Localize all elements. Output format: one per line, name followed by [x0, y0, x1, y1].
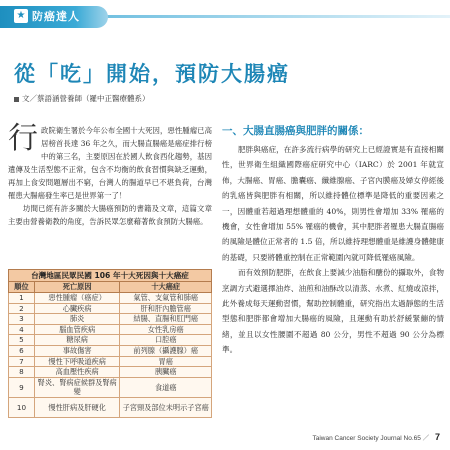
rank-cell: 8 [9, 367, 35, 378]
data-table [8, 281, 212, 418]
table-row [9, 324, 212, 335]
rank-cell: 3 [9, 314, 35, 325]
cancer-cell: 結腸、直腸和肛門癌 [120, 314, 212, 325]
death-cell: 慢性肝病及肝硬化 [34, 397, 120, 417]
page-number: 7 [434, 432, 440, 442]
table-row [9, 367, 212, 378]
cancer-cell: 前列腺（攝護腺）癌 [120, 345, 212, 356]
intro-paragraph [8, 121, 212, 202]
bullet-square-icon [14, 97, 19, 102]
table-row [9, 303, 212, 314]
author-text: 文／蔡語涵營養師（羅中正醫療體系） [22, 94, 150, 103]
cancer-cell: 胰臟癌 [120, 367, 212, 378]
table-row [9, 314, 212, 325]
table-row [9, 293, 212, 304]
journal-name: Taiwan Cancer Society Journal No.65 [312, 435, 421, 442]
page-footer [312, 432, 440, 442]
second-paragraph: 坊間已經有許多關於大腸癌預防的書籍及文章，這篇文章主要由營養衛教的角度，告訴民眾怎麼藉著飲食預防大腸癌。 [8, 204, 212, 226]
death-cell: 惡性腫瘤（癌症） [34, 293, 120, 304]
intro-text: 政院衛生署於今年公布全國十大死因，惡性腫瘤已高居榜首長達 36 年之久，而大腸直腸癌是癌症排行榜中的第三名，主要原因在於國人飲食西化趨勢，基因遺傳及生活型態不正常，包含不均衡的飲食習慣與缺乏運動，再加上食安問題層出不窮，台灣人的腸道早已不堪負荷，台灣罹患大腸癌發生率已是世界第一了！ [8, 126, 212, 200]
section-label: 防癌達人 [32, 10, 80, 23]
death-cell: 腎炎、腎病症候群及腎病變 [34, 377, 120, 397]
table-row [9, 345, 212, 356]
author-line [14, 93, 150, 104]
rank-cell: 1 [9, 293, 35, 304]
cancer-cell: 子宮頸及部位未明示子宮癌 [120, 397, 212, 417]
obesity-paragraph: 肥胖與癌症，在許多流行病學的研究上已經證實是有直接相關性，世界衛生組織國際癌症研究中心（IARC）於 2001 年就宣佈，大腸癌、胃癌、膽囊癌、纖維腺癌、子宮內膜癌及婦女停經後的乳癌皆與肥胖有相關，所以維持體位標準是降低的重要因素之一，因體重若超過理想體重的 40%，則男性會增加 33% 罹癌的機會，女性會增加 55% 罹癌的機會，其中肥胖者罹患大腸直腸癌的風險是體位正常者的 1.5 倍，所以維持理想體重是維護身體健康的基礎，只要將體重控制在正常範圍內就可降低罹癌風險。 [222, 145, 444, 262]
prevention-paragraph: 而有效預防肥胖，在飲食上要減少油脂和醣份的攝取外，食物烹調方式避選擇油炸、油煎和油酥改以清蒸、水煮、紅燒或涼拌，此外養成每天運動習慣，幫助控制體重，研究指出太過靜態的生活型態和肥胖都會增加大腸癌的風險，且運動有助於舒緩緊繃的情緒，並且以女性腰圍不超過 80 公分，男性不超過 90 公分為標準。 [222, 268, 444, 355]
drop-cap: 行 [8, 121, 38, 156]
death-cell: 心臟疾病 [34, 303, 120, 314]
death-cell: 高血壓性疾病 [34, 367, 120, 378]
right-column [222, 124, 444, 358]
death-cell: 肺炎 [34, 314, 120, 325]
death-cell: 糖尿病 [34, 335, 120, 346]
table-title: 台灣地區民眾民國 106 年十大死因與十大癌症 [8, 269, 212, 281]
cancer-cell: 女性乳房癌 [120, 324, 212, 335]
header-rank: 順位 [9, 282, 35, 293]
death-cell: 慢性下呼吸道疾病 [34, 356, 120, 367]
cancer-cell: 口腔癌 [120, 335, 212, 346]
table-row [9, 335, 212, 346]
rank-cell: 5 [9, 335, 35, 346]
rank-cell: 4 [9, 324, 35, 335]
star-icon: ★ [14, 9, 28, 23]
table-header-row [9, 282, 212, 293]
death-cell: 腦血管疾病 [34, 324, 120, 335]
cancer-cell: 氣管、支氣管和肺癌 [120, 293, 212, 304]
rank-cell: 6 [9, 345, 35, 356]
cancer-cell: 肝和肝內膽管癌 [120, 303, 212, 314]
death-cause-table [8, 269, 212, 418]
article-title: 從「吃」開始，預防大腸癌 [14, 62, 290, 86]
death-cell: 事故傷害 [34, 345, 120, 356]
cancer-cell: 食道癌 [120, 377, 212, 397]
table-row [9, 356, 212, 367]
header-band [0, 0, 450, 34]
footer-slash: ／ [422, 435, 430, 442]
cancer-cell: 胃癌 [120, 356, 212, 367]
table-row [9, 377, 212, 397]
rank-cell: 9 [9, 377, 35, 397]
left-column [8, 121, 212, 228]
section-heading: 一、大腸直腸癌與肥胖的關係： [222, 125, 369, 137]
rank-cell: 10 [9, 397, 35, 417]
rank-cell: 7 [9, 356, 35, 367]
header-death-cause: 死亡原因 [34, 282, 120, 293]
table-row [9, 397, 212, 417]
rank-cell: 2 [9, 303, 35, 314]
header-cancer: 十大癌症 [120, 282, 212, 293]
header-stripe [96, 15, 450, 18]
